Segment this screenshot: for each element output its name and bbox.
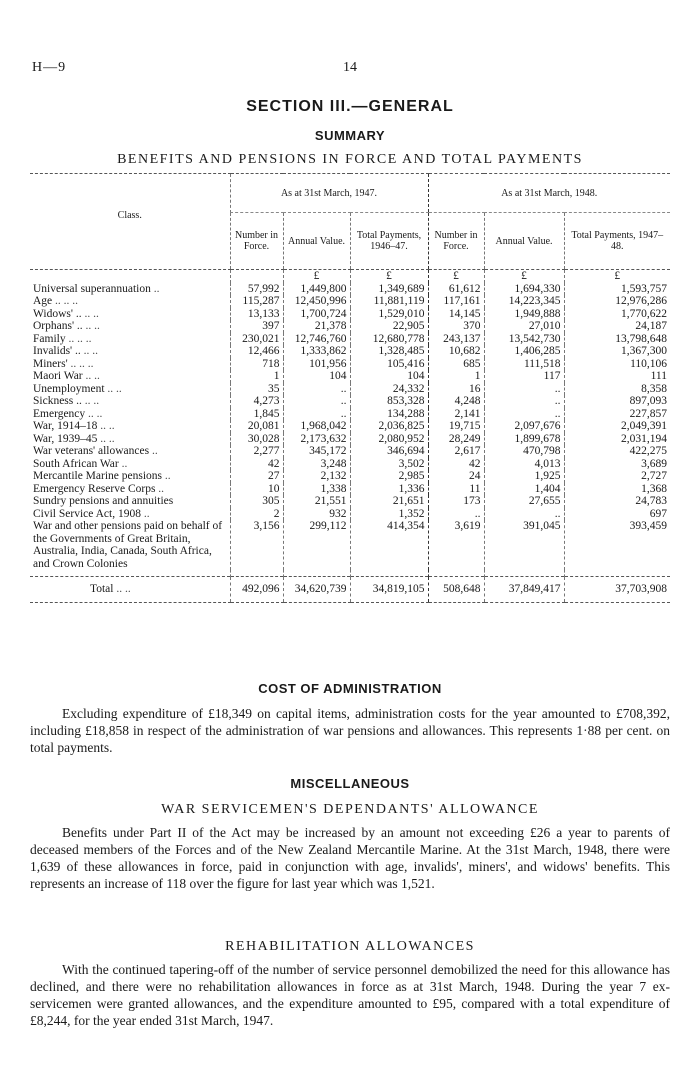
cell-n48: 2,141 [428,408,484,421]
cell-a47: 1,333,862 [283,345,350,358]
row-label-cell [30,383,230,396]
cell-t47: 22,905 [350,320,428,333]
table-row [30,395,670,408]
currency-symbol: £ [283,270,350,283]
cell-n47: 2 [230,508,283,521]
table-row [30,358,670,371]
cell-a48: 1,406,285 [484,345,564,358]
cell-a47: 345,172 [283,445,350,458]
cell-a47: 21,378 [283,320,350,333]
col-total-1947: Total Payments, 1946–47. [350,213,428,270]
leader-dots: .. .. [100,420,115,432]
cell-n48: 508,648 [428,577,484,603]
misc-title: MISCELLANEOUS [290,776,410,791]
cell-a47: 2,132 [283,470,350,483]
cell-t48: 697 [564,508,670,521]
col-annual-1948: Annual Value. [484,213,564,270]
table-row [30,508,670,521]
row-label-cell [30,295,230,308]
cell-a47: .. [283,383,350,396]
cell-t48: 897,093 [564,395,670,408]
cell-t48: 227,857 [564,408,670,421]
cell-t47: 2,036,825 [350,420,428,433]
row-label-cell [30,433,230,446]
cell-a48: .. [484,508,564,521]
cell-a47: 1,338 [283,483,350,496]
leader-dots: .. .. .. [68,332,92,345]
cell-n48: 28,249 [428,433,484,446]
group-header-1947: As at 31st March, 1947. [230,174,428,213]
cell-n48: 370 [428,320,484,333]
cell-n47: 1 [230,370,283,383]
cell-a47: 12,746,760 [283,333,350,346]
table-row [30,408,670,421]
table-row [30,520,670,570]
cell-a47: 3,248 [283,458,350,471]
row-label-cell [30,483,230,496]
currency-symbol: £ [428,270,484,283]
leader-dots: .. .. [84,395,100,407]
col-annual-1947: Annual Value. [283,213,350,270]
section-title: SECTION III.—GENERAL [246,98,454,115]
table-row [30,370,670,383]
cell-n48: 1 [428,370,484,383]
cell-a47: 101,956 [283,358,350,371]
row-label: Civil Service Act, 1908 [33,507,141,520]
cell-n48: 685 [428,358,484,371]
row-label-cell [30,495,230,508]
cell-a48: 4,013 [484,458,564,471]
currency-symbol: £ [484,270,564,283]
class-header: Class. [30,174,230,270]
cell-t48: 24,187 [564,320,670,333]
table-row [30,470,670,483]
cell-t48: 3,689 [564,458,670,471]
leader-dots: .. .. .. [70,357,94,370]
leader-dots: .. [158,482,165,495]
cell-t48: 2,727 [564,470,670,483]
cell-t47: 414,354 [350,520,428,570]
row-label-cell [30,370,230,383]
cell-t48: 1,367,300 [564,345,670,358]
dependants-allowance-title: WAR SERVICEMEN'S DEPENDANTS' ALLOWANCE [161,802,539,817]
row-label-cell [30,308,230,321]
row-label: Widows' .. [33,307,82,320]
cell-n48: 3,619 [428,520,484,570]
cell-n48: 14,145 [428,308,484,321]
leader-dots: .. .. [116,583,131,595]
cell-n48: 19,715 [428,420,484,433]
table-row [30,383,670,396]
page-header [32,60,668,76]
cell-t47: 1,336 [350,483,428,496]
cell-a47: .. [283,408,350,421]
summary-table [30,173,670,603]
cell-n47: 718 [230,358,283,371]
cell-t48: 111 [564,370,670,383]
row-label-cell [30,358,230,371]
cell-a48: 27,010 [484,320,564,333]
table-row [30,308,670,321]
cell-a48: 27,655 [484,495,564,508]
cell-n48: 42 [428,458,484,471]
cell-n48: 61,612 [428,283,484,296]
page-number: 14 [343,60,357,75]
cell-t47: 2,080,952 [350,433,428,446]
table-caption: BENEFITS AND PENSIONS IN FORCE AND TOTAL PAYMENTS [117,152,583,167]
cell-n47: 12,466 [230,345,283,358]
cell-n47: 10 [230,483,283,496]
currency-symbol: £ [564,270,670,283]
table-row [30,320,670,333]
table-row [30,495,670,508]
leader-dots: .. .. [88,407,103,420]
cell-n48: 16 [428,383,484,396]
summary-table-body [30,270,670,603]
table-row [30,433,670,446]
cell-n47: 2,277 [230,445,283,458]
row-label-cell [30,283,230,296]
cell-t48: 1,770,622 [564,308,670,321]
row-label: Emergency [33,407,86,420]
cell-t47: 1,352 [350,508,428,521]
cell-n47: 35 [230,383,283,396]
cell-a48: 1,404 [484,483,564,496]
cell-a48: 2,097,676 [484,420,564,433]
cell-n47: 397 [230,320,283,333]
row-label: Total [90,583,114,595]
leader-dots: .. .. [100,432,115,445]
row-label-cell [30,520,230,570]
summary-title: SUMMARY [314,128,386,143]
leader-dots: .. .. [85,370,100,382]
currency-symbol: £ [350,270,428,283]
leader-dots: .. .. [83,345,98,357]
cell-a47: 2,173,632 [283,433,350,446]
cell-t48: 24,783 [564,495,670,508]
cell-n47: 305 [230,495,283,508]
cell-a48: 117 [484,370,564,383]
leader-dots: .. [153,282,160,295]
cell-a48: 391,045 [484,520,564,570]
row-label: Age [33,295,53,307]
cell-n48: 117,161 [428,295,484,308]
col-number-1947: Number in Force. [230,213,283,270]
row-label-cell [30,420,230,433]
col-total-1948: Total Payments, 1947–48. [564,213,670,270]
row-label: Maori War [33,370,83,382]
rehabilitation-paragraph: With the continued tapering-off of the number of service personnel demobilized the need for this allowance has declined, and there were no rehabilitation allowances in force as at 31st March, 1948. During the year 7 ex-servicemen were granted allowances, and the expenditure amounted to £95, compared with a total expenditure of £8,244, for the year ended 31st March, 1947. [30,962,670,1028]
cell-a47: 1,449,800 [283,283,350,296]
row-label: Sundry pensions and annuities [33,495,174,507]
cell-t48: 13,798,648 [564,333,670,346]
cell-a48: 1,949,888 [484,308,564,321]
cell-n47: 57,992 [230,283,283,296]
table-row [30,458,670,471]
row-label: War and other pensions paid on behalf of the Governments of Great Britain, Australia, India, Canada, South Africa, and Crown Colonies [33,520,223,570]
cell-a48: 1,694,330 [484,283,564,296]
cell-n48: 24 [428,470,484,483]
table-row [30,420,670,433]
cell-t48: 110,106 [564,358,670,371]
cell-t47: 1,328,485 [350,345,428,358]
table-row [30,295,670,308]
cell-n47: 492,096 [230,577,283,603]
cell-a48: 14,223,345 [484,295,564,308]
cell-a47: .. [283,395,350,408]
cell-n47: 4,273 [230,395,283,408]
leader-dots: .. .. [85,320,100,332]
cell-t48: 37,703,908 [564,577,670,603]
cell-t47: 134,288 [350,408,428,421]
cell-a48: .. [484,383,564,396]
currency-row [30,270,670,283]
cell-n47: 3,156 [230,520,283,570]
cell-a47: 12,450,996 [283,295,350,308]
cell-n48: 243,137 [428,333,484,346]
cell-t47: 24,332 [350,383,428,396]
cell-a47: 1,968,042 [283,420,350,433]
leader-dots: .. [121,457,128,470]
row-label: Unemployment [33,382,105,395]
row-label: Universal superannuation [33,282,151,295]
cell-t48: 1,593,757 [564,283,670,296]
cell-t47: 12,680,778 [350,333,428,346]
cell-t48: 2,031,194 [564,433,670,446]
cell-a48: 470,798 [484,445,564,458]
row-label-cell [30,577,230,603]
cell-a48: .. [484,395,564,408]
cell-t47: 2,985 [350,470,428,483]
row-label: Emergency Reserve Corps [33,482,156,495]
cell-n48: 173 [428,495,484,508]
cell-a48: 111,518 [484,358,564,371]
row-label: Mercantile Marine pensions [33,470,163,482]
row-label-cell [30,345,230,358]
row-label-cell [30,470,230,483]
cell-a47: 104 [283,370,350,383]
group-header-1948: As at 31st March, 1948. [428,174,670,213]
cell-t48: 393,459 [564,520,670,570]
cell-t48: 1,368 [564,483,670,496]
cell-a48: 13,542,730 [484,333,564,346]
total-row [30,577,670,603]
cell-n47: 42 [230,458,283,471]
document-reference: H—9 [32,60,67,75]
table-row [30,483,670,496]
row-label: Family [33,332,66,345]
cell-t47: 853,328 [350,395,428,408]
dependants-allowance-paragraph: Benefits under Part II of the Act may be increased by an amount not exceeding £26 a year to parents of deceased members of the Forces and of the New Zealand Mercantile Marine. At the 31st March, 1948, there were 1,639 of these allowances in force, paid in conjunction with age, invalids', miners', and widows' benefits. This represents an increase of 118 over the figure for last year which was 1,521. [30,825,670,891]
row-label-cell [30,508,230,521]
cell-t47: 104 [350,370,428,383]
leader-dots: .. .. [107,382,122,395]
row-label-cell [30,408,230,421]
cell-n48: 10,682 [428,345,484,358]
row-label: Sickness .. [33,395,82,407]
cost-paragraph: Excluding expenditure of £18,349 on capital items, administration costs for the year amounted to £708,392, including £18,858 in respect of the administration of war pensions and allowances. This represents 1·88 per cent. on total payments. [30,706,670,755]
table-row [30,333,670,346]
cell-n47: 230,021 [230,333,283,346]
table-row [30,283,670,296]
row-label-cell [30,445,230,458]
cost-title: COST OF ADMINISTRATION [258,681,442,696]
leader-dots: .. .. .. [55,295,79,307]
cell-n47: 20,081 [230,420,283,433]
cell-a47: 299,112 [283,520,350,570]
row-label: Invalids' .. [33,345,81,357]
cell-t47: 1,349,689 [350,283,428,296]
row-label-cell [30,333,230,346]
cell-t48: 422,275 [564,445,670,458]
rehabilitation-title: REHABILITATION ALLOWANCES [225,939,475,954]
leader-dots: .. [143,507,150,520]
cell-a47: 34,620,739 [283,577,350,603]
cell-a48: 1,899,678 [484,433,564,446]
table-row [30,345,670,358]
cell-n48: 11 [428,483,484,496]
summary-table-container [30,173,670,603]
row-label: South African War [33,457,119,470]
leader-dots: .. .. [84,307,99,320]
cell-n48: 2,617 [428,445,484,458]
row-label-cell [30,458,230,471]
cell-a48: 1,925 [484,470,564,483]
row-label: Orphans' .. [33,320,83,332]
cell-n47: 13,133 [230,308,283,321]
table-row [30,445,670,458]
cell-a47: 932 [283,508,350,521]
row-label: War veterans' allowances [33,445,150,457]
leader-dots: .. [164,470,171,482]
row-label-cell [30,320,230,333]
cell-t47: 34,819,105 [350,577,428,603]
cell-n47: 30,028 [230,433,283,446]
cell-t47: 1,529,010 [350,308,428,321]
cell-n47: 1,845 [230,408,283,421]
cell-t47: 21,651 [350,495,428,508]
row-label: War, 1914–18 [33,420,98,432]
cell-a47: 21,551 [283,495,350,508]
cell-t48: 12,976,286 [564,295,670,308]
cell-t47: 346,694 [350,445,428,458]
col-number-1948: Number in Force. [428,213,484,270]
cell-a47: 1,700,724 [283,308,350,321]
cell-n48: .. [428,508,484,521]
cell-a48: .. [484,408,564,421]
row-label: Miners' [33,357,68,370]
cell-t47: 105,416 [350,358,428,371]
cell-n48: 4,248 [428,395,484,408]
leader-dots: .. [151,445,158,457]
cell-t48: 8,358 [564,383,670,396]
cell-t47: 3,502 [350,458,428,471]
row-label: War, 1939–45 [33,432,98,445]
cell-t48: 2,049,391 [564,420,670,433]
cell-t47: 11,881,119 [350,295,428,308]
row-label-cell [30,395,230,408]
cell-n47: 115,287 [230,295,283,308]
cell-n47: 27 [230,470,283,483]
cell-a48: 37,849,417 [484,577,564,603]
